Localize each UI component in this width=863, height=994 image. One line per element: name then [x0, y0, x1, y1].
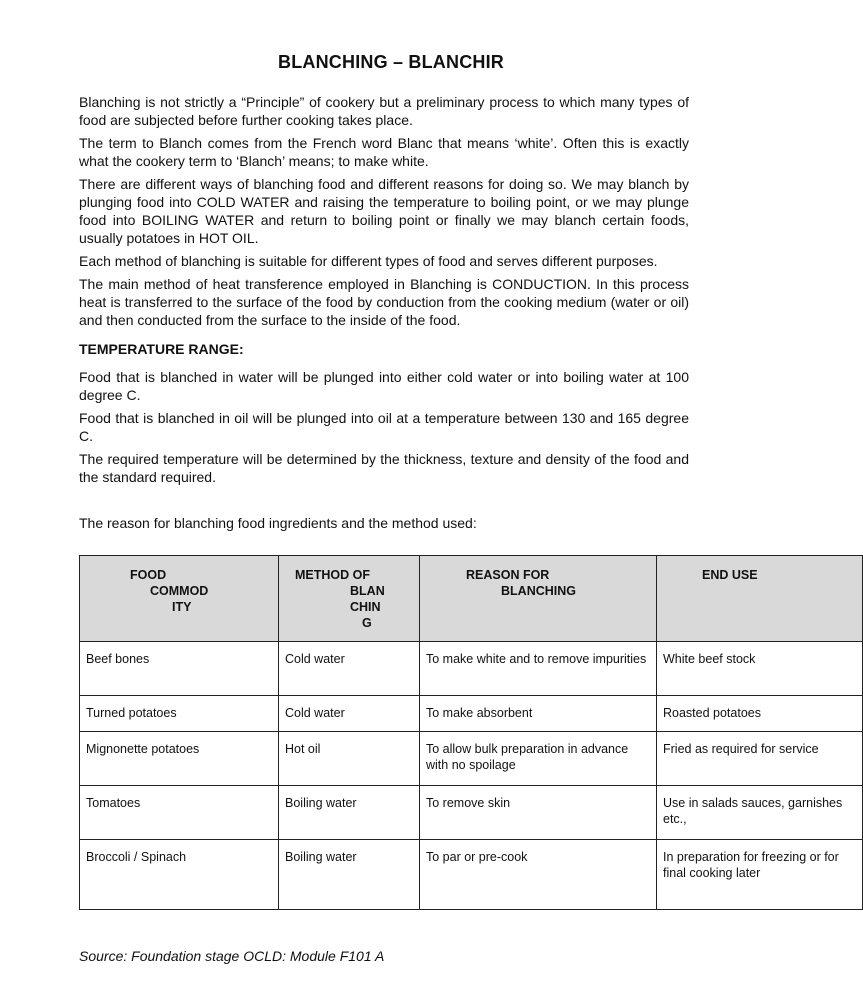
paragraph-methods: There are different ways of blanching food and different reasons for doing so. We may blanch by plunging food into COLD WATER and raising the temperature to boiling point, or we may plunge food into BOILING WATER and return to boiling point or finally we may blanch certain foods, usually potatoes in HOT OIL.: [79, 176, 689, 246]
header-food-commodity-line: FOOD: [130, 568, 167, 582]
cell-end-use: In preparation for freezing or for final cooking later: [657, 840, 863, 910]
header-method-line: METHOD OF: [295, 568, 370, 582]
source-citation: Source: Foundation stage OCLD: Module F101 A: [79, 948, 385, 964]
cell-food: Broccoli / Spinach: [80, 840, 279, 910]
cell-reason: To remove skin: [420, 786, 657, 840]
header-method-line: BLAN: [350, 584, 385, 598]
header-method-line: G: [362, 616, 372, 630]
cell-method: Boiling water: [279, 786, 420, 840]
cell-reason: To make white and to remove impurities: [420, 642, 657, 696]
paragraph-water-temperature: Food that is blanched in water will be plunged into either cold water or into boiling water at 100 degree C.: [79, 369, 689, 403]
table-row: [80, 642, 863, 696]
table-row: [80, 732, 863, 786]
cell-food: Beef bones: [80, 642, 279, 696]
header-food-commodity-line: ITY: [172, 600, 192, 614]
cell-food: Tomatoes: [80, 786, 279, 840]
paragraph-term-origin: The term to Blanch comes from the French word Blanc that means ‘white’. Often this is exactly what the cookery term to ‘Blanch’ means; to make white.: [79, 135, 689, 169]
cell-food: Mignonette potatoes: [80, 732, 279, 786]
paragraph-suitability: Each method of blanching is suitable for different types of food and serves different purposes.: [79, 253, 658, 269]
cell-end-use: White beef stock: [657, 642, 863, 696]
header-reason-line: REASON FOR: [466, 568, 550, 582]
table-row: [80, 696, 863, 732]
paragraph-required-temperature: The required temperature will be determined by the thickness, texture and density of the food and the standard required.: [79, 451, 689, 485]
table-row: [80, 786, 863, 840]
cell-end-use: Use in salads sauces, garnishes etc.,: [657, 786, 863, 840]
cell-method: Cold water: [279, 696, 420, 732]
temperature-range-heading: TEMPERATURE RANGE:: [79, 341, 244, 357]
cell-reason: To par or pre-cook: [420, 840, 657, 910]
page-title: BLANCHING – BLANCHIR: [278, 52, 504, 72]
paragraph-intro: Blanching is not strictly a “Principle” of cookery but a preliminary process to which many types of food are subjected before further cooking takes place.: [79, 94, 689, 128]
paragraph-oil-temperature: Food that is blanched in oil will be plunged into oil at a temperature between 130 and 165 degree C.: [79, 410, 689, 444]
cell-reason: To make absorbent: [420, 696, 657, 732]
header-end-use: [657, 556, 863, 642]
header-method-line: CHIN: [350, 600, 381, 614]
cell-reason: To allow bulk preparation in advance with no spoilage: [420, 732, 657, 786]
cell-food: Turned potatoes: [80, 696, 279, 732]
cell-method: Cold water: [279, 642, 420, 696]
paragraph-heat-transfer: The main method of heat transference employed in Blanching is CONDUCTION. In this process heat is transferred to the surface of the food by conduction from the cooking medium (water or oil) and then conducted from the surface to the inside of the food.: [79, 276, 689, 328]
header-food-commodity: [80, 556, 279, 642]
header-reason: [420, 556, 657, 642]
table-intro: The reason for blanching food ingredients and the method used:: [79, 515, 477, 531]
cell-method: Hot oil: [279, 732, 420, 786]
document-page: [79, 52, 843, 964]
table-header-row: [80, 556, 863, 642]
cell-end-use: Fried as required for service: [657, 732, 863, 786]
header-end-use-line: END USE: [702, 568, 758, 582]
cell-method: Boiling water: [279, 840, 420, 910]
header-method: [279, 556, 420, 642]
header-reason-line: BLANCHING: [501, 584, 576, 598]
cell-end-use: Roasted potatoes: [657, 696, 863, 732]
table-row: [80, 840, 863, 910]
header-food-commodity-line: COMMOD: [150, 584, 209, 598]
blanching-table: [79, 555, 863, 910]
